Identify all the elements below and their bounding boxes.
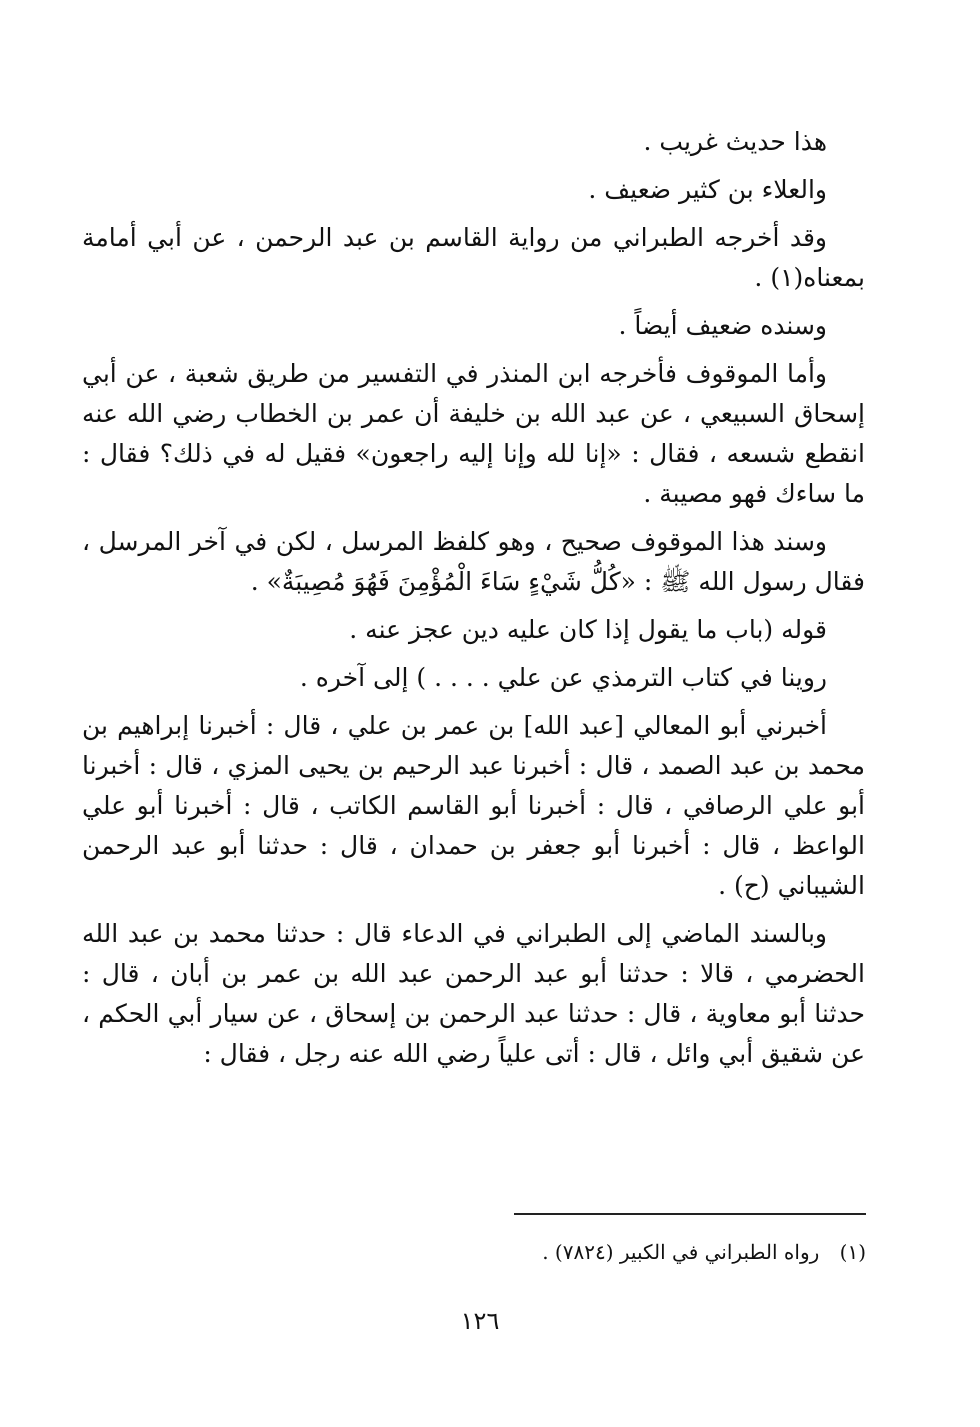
paragraph-5: وأما الموقوف فأخرجه ابن المنذر في التفسير من طريق شعبة ، عن أبي إسحاق السبيعي ، عن عبد الله بن خليفة أن عمر بن الخطاب رضي الله عنه انقطع شسعه ، فقال : «إنا لله وإنا إليه راجعون» فقيل له في ذلك؟ فقال : ما ساءك فهو مصيبة . xyxy=(82,359,865,508)
paragraph-4: وسنده ضعيف أيضاً . xyxy=(618,311,827,340)
paragraph-1: هذا حديث غريب . xyxy=(643,127,827,156)
main-text xyxy=(82,122,865,1082)
paragraph-7: قوله (باب ما يقول إذا كان عليه دين عجز عنه . xyxy=(349,615,827,644)
paragraph-10: وبالسند الماضي إلى الطبراني في الدعاء قال : حدثنا محمد بن عبد الله الحضرمي ، قالا : حدثنا أبو عبد الرحمن عبد الله بن عمر بن أبان ، قال : حدثنا أبو معاوية ، قال : حدثنا عبد الرحمن بن إسحاق ، عن سيار أبي الحكم ، عن شقيق أبي وائل ، قال : أتى علياً رضي الله عنه رجل ، فقال : xyxy=(82,919,865,1068)
paragraph-3: وقد أخرجه الطبراني من رواية القاسم بن عبد الرحمن ، عن أبي أمامة بمعناه(١) . xyxy=(82,223,865,292)
footnote-text: رواه الطبراني في الكبير (٧٨٢٤) . xyxy=(542,1240,820,1264)
footnote xyxy=(360,1237,866,1267)
paragraph-8: روينا في كتاب الترمذي عن علي . . . . ) إلى آخره . xyxy=(299,663,827,692)
footnote-divider xyxy=(514,1213,866,1215)
footnote-number: (١) xyxy=(839,1240,866,1264)
paragraph-6: وسند هذا الموقوف صحيح ، وهو كلفظ المرسل ، لكن في آخر المرسل ، فقال رسول الله ﷺ : «كُلُّ شَيْءٍ سَاءَ الْمُؤْمِنَ فَهُوَ مُصِيبَةٌ» . xyxy=(82,527,865,596)
page-number: ١٢٦ xyxy=(460,1307,500,1335)
paragraph-9: أخبرني أبو المعالي [عبد الله] بن عمر بن علي ، قال : أخبرنا إبراهيم بن محمد بن عبد الصمد ، قال : أخبرنا عبد الرحيم بن يحيى المزي ، قال : أخبرنا أبو علي الرصافي ، قال : أخبرنا أبو القاسم الكاتب ، قال : أخبرنا أبو علي الواعظ ، قال : أخبرنا أبو جعفر بن حمدان ، قال : حدثنا أبو عبد الرحمن الشيباني (ح) . xyxy=(82,711,865,900)
paragraph-2: والعلاء بن كثير ضعيف . xyxy=(588,175,827,204)
